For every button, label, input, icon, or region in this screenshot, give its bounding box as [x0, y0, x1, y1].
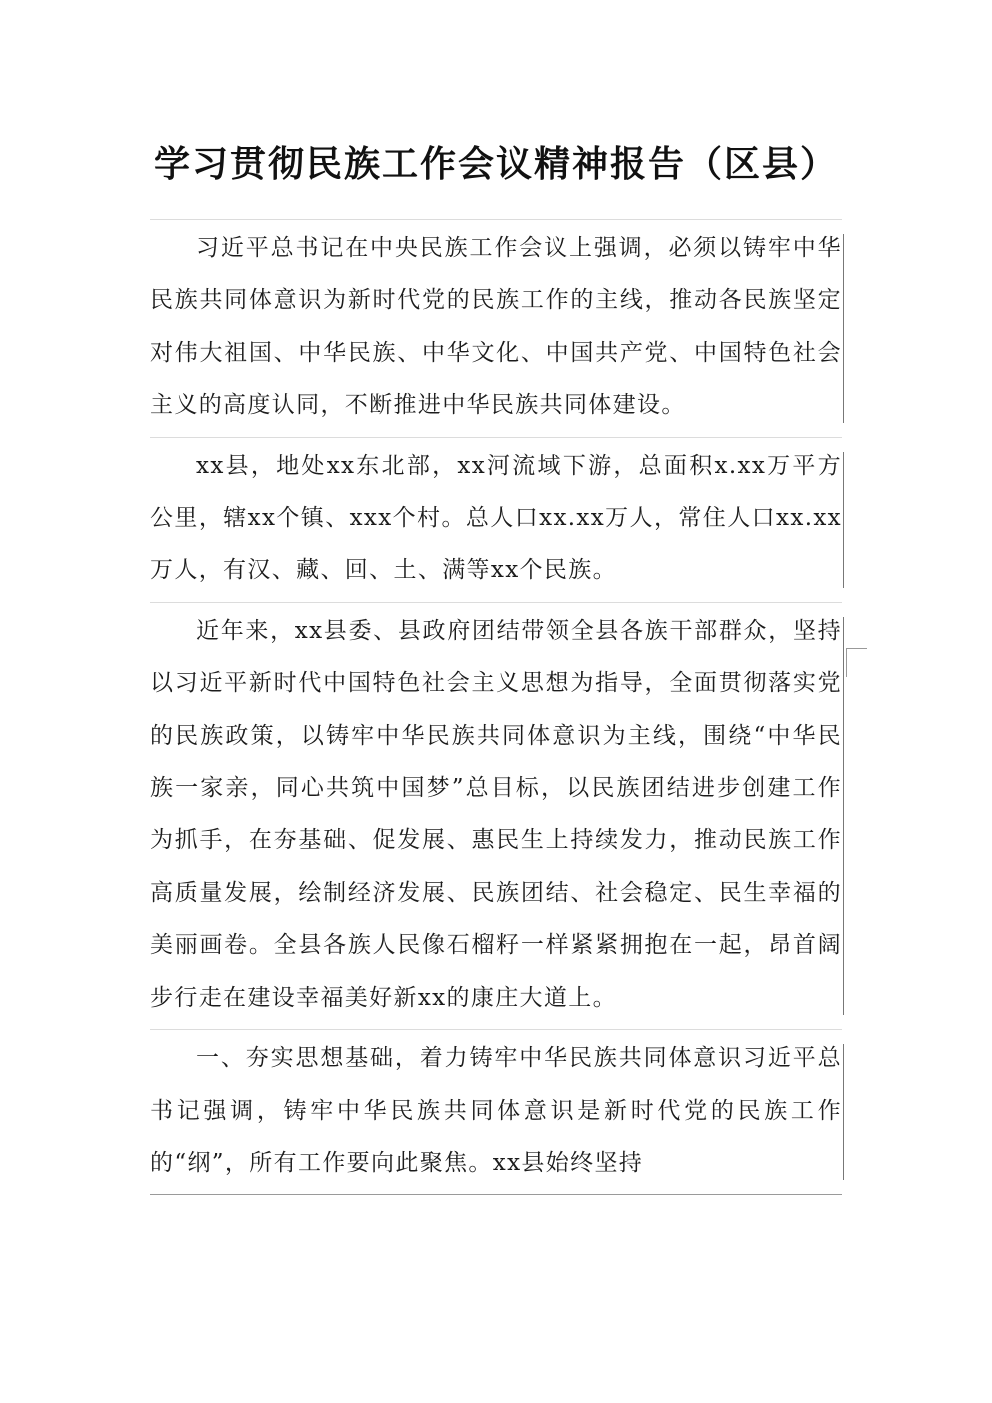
margin-corner-mark — [846, 648, 867, 677]
paragraph-2: xx县，地处xx东北部，xx河流域下游，总面积x.xx万平方公里，辖xx个镇、xxx个村。总人口xx.xx万人，常住人口xx.xx万人，有汉、藏、回、土、满等xx个民族。 — [150, 437, 842, 602]
document-body — [150, 219, 842, 1195]
paragraph-3: 近年来，xx县委、县政府团结带领全县各族干部群众，坚持以习近平新时代中国特色社会主义思想为指导，全面贯彻落实党的民族政策，以铸牢中华民族共同体意识为主线，围绕“中华民族一家亲，同心共筑中国梦”总目标，以民族团结进步创建工作为抓手，在夯基础、促发展、惠民生上持续发力，推动民族工作高质量发展，绘制经济发展、民族团结、社会稳定、民生幸福的美丽画卷。全县各族人民像石榴籽一样紧紧拥抱在一起，昂首阔步行走在建设幸福美好新xx的康庄大道上。 — [150, 602, 842, 1029]
document-title: 学习贯彻民族工作会议精神报告（区县） — [153, 144, 838, 185]
paragraph-1: 习近平总书记在中央民族工作会议上强调，必须以铸牢中华民族共同体意识为新时代党的民族工作的主线，推动各民族坚定对伟大祖国、中华民族、中华文化、中国共产党、中国特色社会主义的高度认同，不断推进中华民族共同体建设。 — [150, 219, 842, 437]
bottom-rule — [150, 1194, 842, 1195]
paragraph-4: 一、夯实思想基础，着力铸牢中华民族共同体意识习近平总书记强调，铸牢中华民族共同体意识是新时代党的民族工作的“纲”，所有工作要向此聚焦。xx县始终坚持 — [150, 1029, 842, 1194]
